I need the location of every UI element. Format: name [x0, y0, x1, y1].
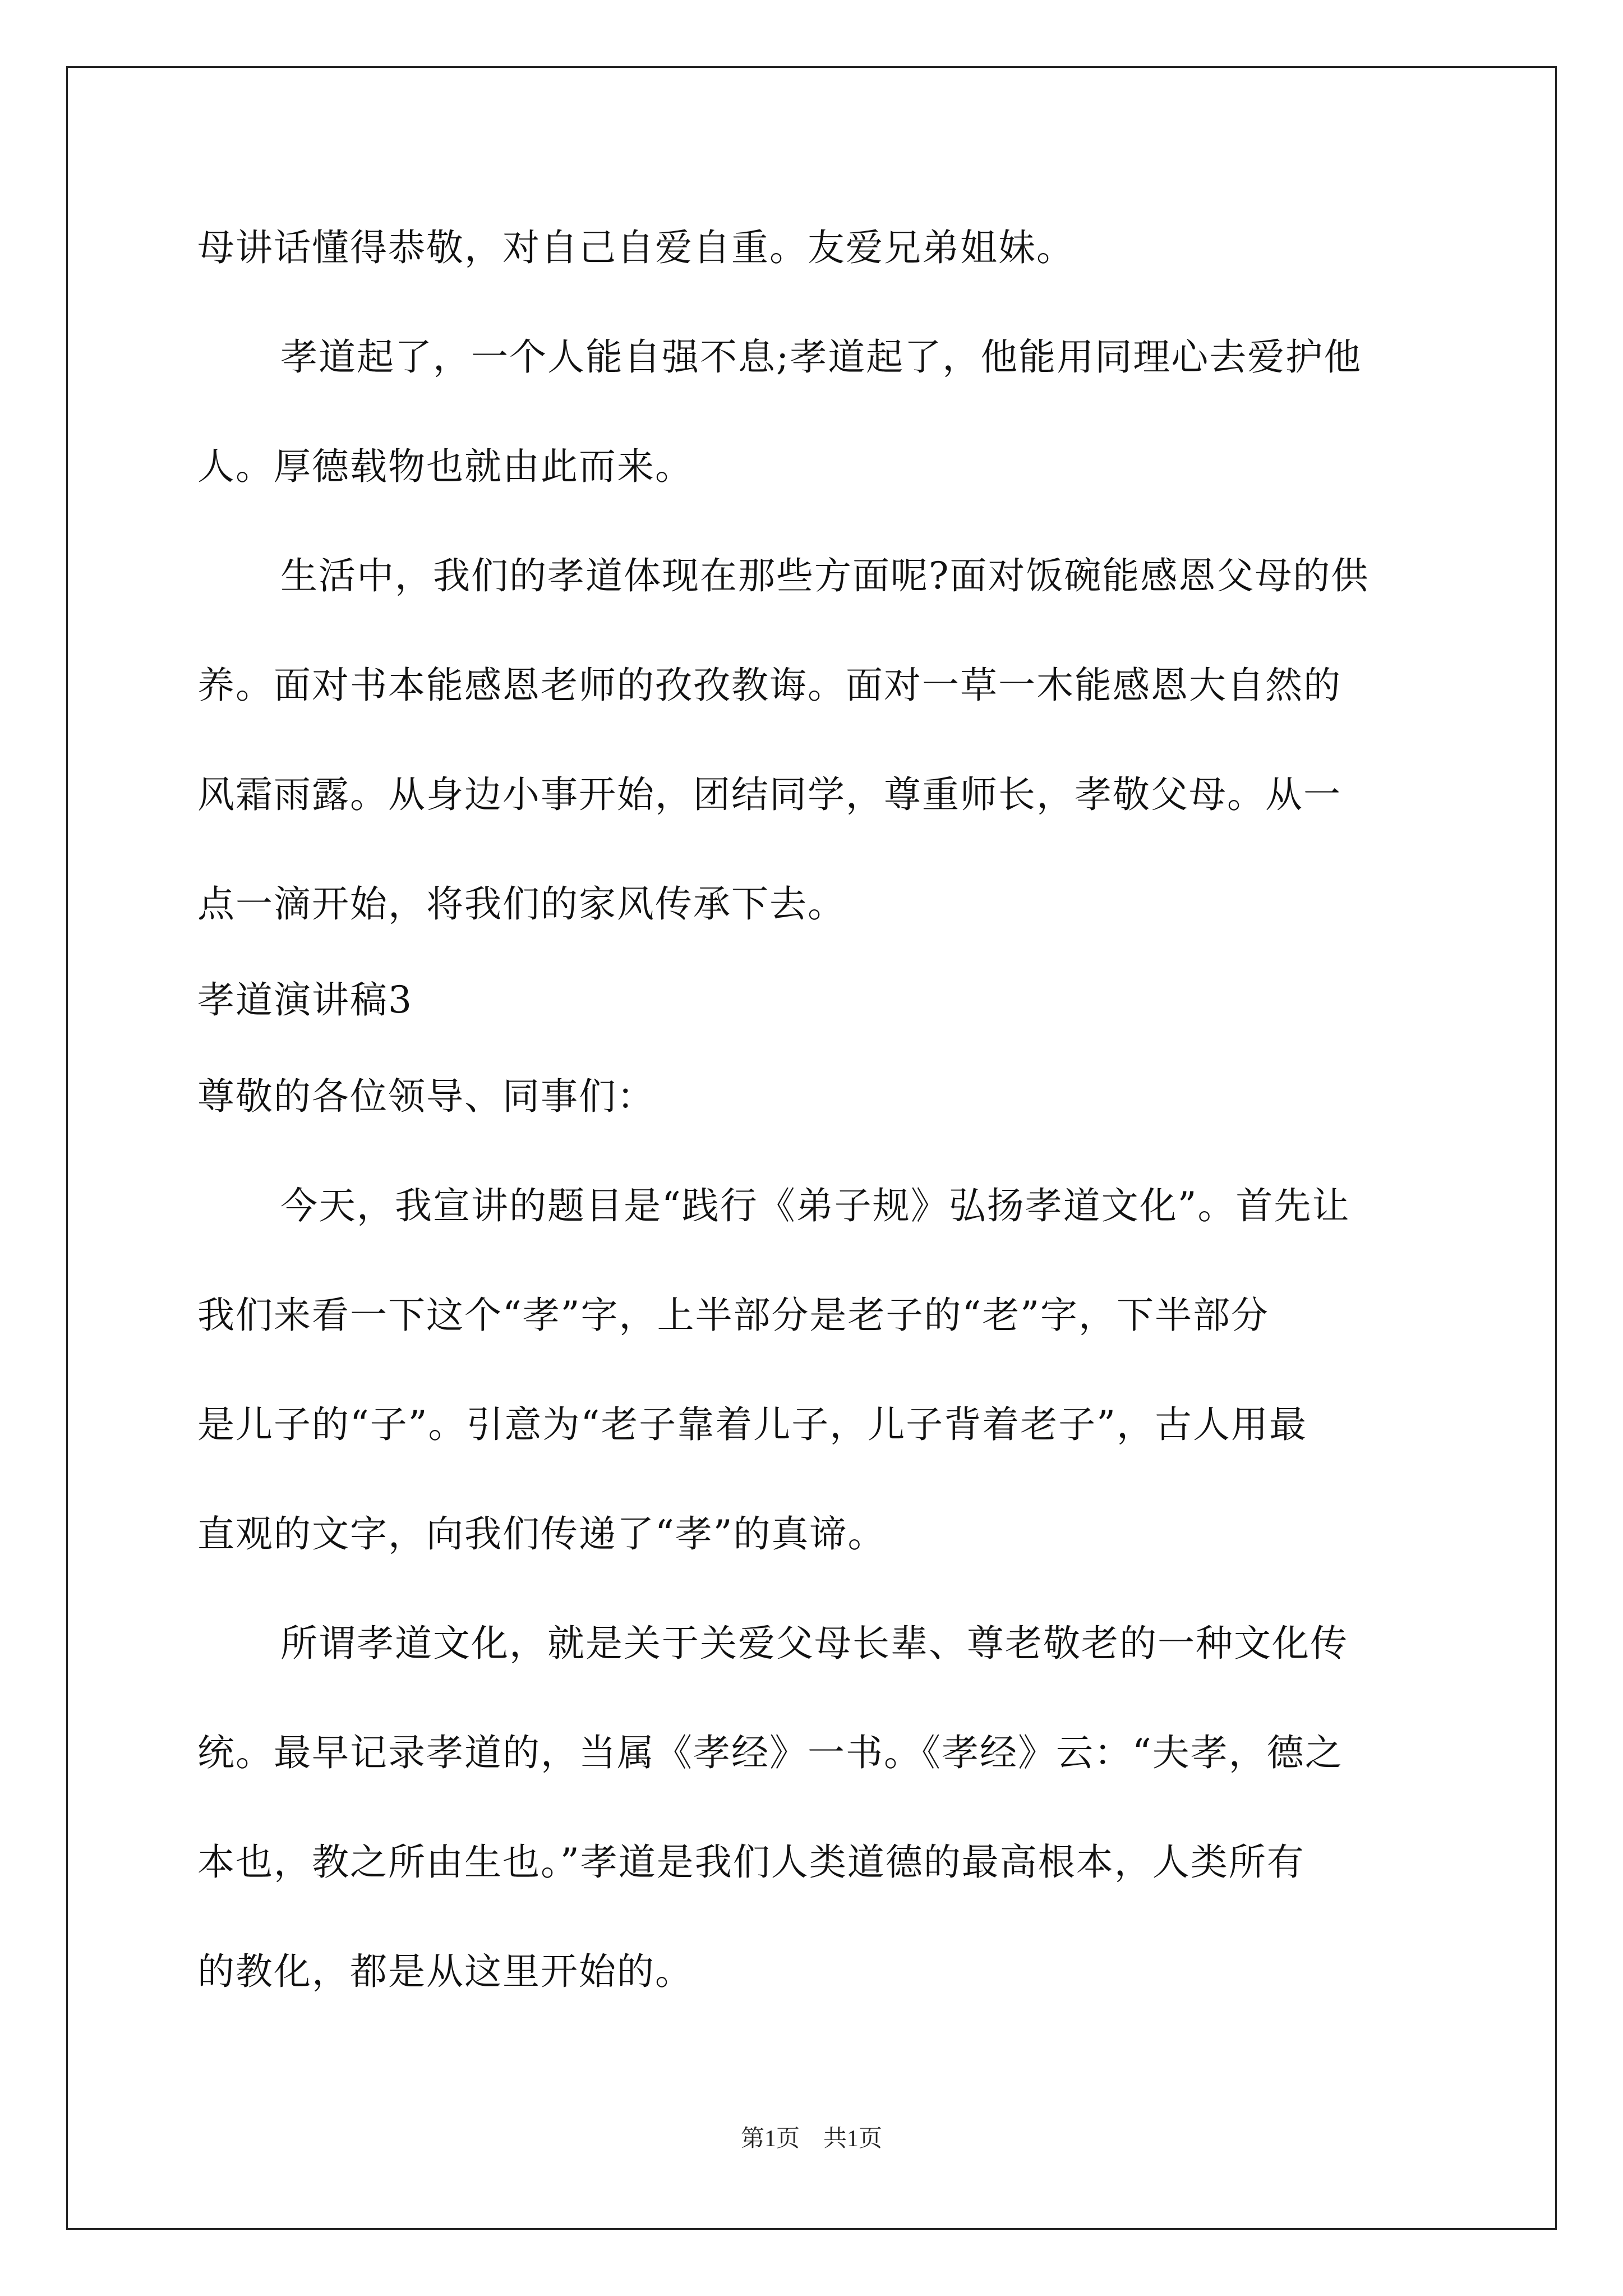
paragraph-line: 今天，我宣讲的题目是“践行《弟子规》弘扬孝道文化”。首先让: [280, 1184, 1350, 1227]
paragraph-line: 孝道起了，一个人能自强不息;孝道起了，他能用同理心去爱护他: [280, 335, 1362, 379]
paragraph-line: 的教化，都是从这里开始的。: [197, 1950, 693, 1993]
paragraph-line: 所谓孝道文化，就是关于关爱父母长辈、尊老敬老的一种文化传: [280, 1622, 1348, 1665]
paragraph-line: 风霜雨露。从身边小事开始，团结同学，尊重师长，孝敬父母。从一: [197, 773, 1341, 816]
page-footer: 第1页 共1页: [740, 2126, 882, 2152]
paragraph-line: 母讲话懂得恭敬，对自己自爱自重。友爱兄弟姐妹。: [197, 226, 1075, 269]
paragraph-line: 我们来看一下这个“孝”字，上半部分是老子的“老”字，下半部分: [197, 1294, 1269, 1337]
paragraph-line: 点一滴开始，将我们的家风传承下去。: [197, 882, 846, 926]
paragraph-line: 本也，教之所由生也。”孝道是我们人类道德的最高根本，人类所有: [197, 1841, 1305, 1884]
paragraph-line: 生活中，我们的孝道体现在那些方面呢?面对饭碗能感恩父母的供: [280, 554, 1370, 597]
paragraph-line: 是儿子的“子”。引意为“老子靠着儿子，儿子背着老子”，古人用最: [197, 1403, 1307, 1446]
salutation: 尊敬的各位领导、同事们：: [197, 1075, 655, 1118]
section-title: 孝道演讲稿3: [197, 978, 413, 1022]
page-border: [66, 66, 1557, 2230]
paragraph-line: 养。面对书本能感恩老师的孜孜教诲。面对一草一木能感恩大自然的: [197, 664, 1341, 707]
paragraph-line: 直观的文字，向我们传递了“孝”的真谛。: [197, 1512, 886, 1556]
paragraph-line: 人。厚德载物也就由此而来。: [197, 445, 693, 488]
paragraph-line: 统。最早记录孝道的，当属《孝经》一书。《孝经》云：“夫孝，德之: [197, 1731, 1343, 1774]
